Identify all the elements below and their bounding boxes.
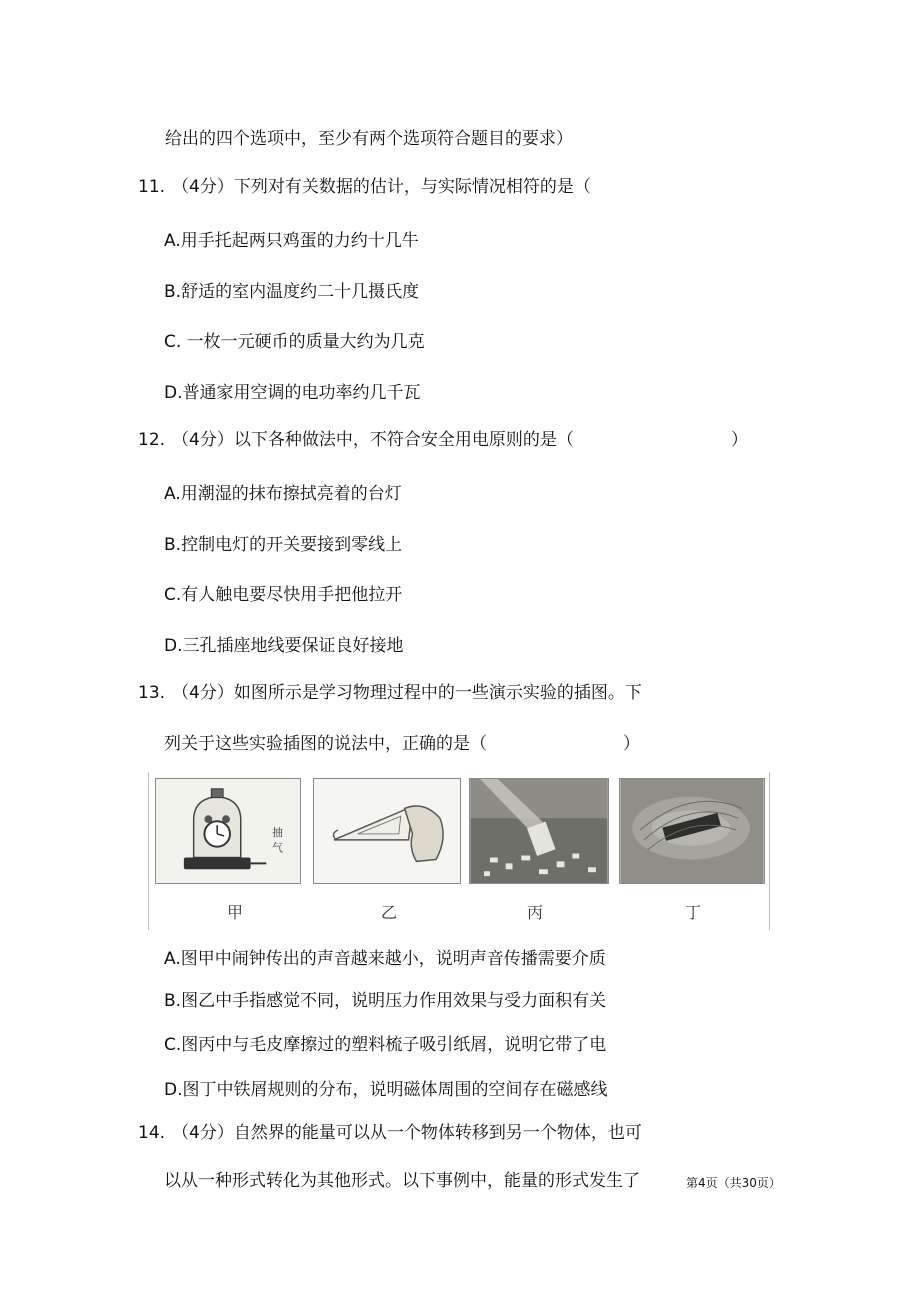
magnet-filings-illustration: [620, 779, 764, 883]
triangle-press-illustration: [314, 779, 460, 883]
bell-jar-illustration: [156, 779, 300, 883]
caption-bing: 丙: [527, 903, 544, 922]
figure-label-char: 抽: [272, 825, 283, 839]
question-number: 14.: [138, 1123, 166, 1143]
option-c: C.图丙中与毛皮摩擦过的塑料梳子吸引纸屑，说明它带了电: [164, 1035, 607, 1055]
answer-bracket-close: ）: [731, 430, 748, 450]
answer-bracket-close: ）: [623, 734, 640, 754]
question-stem: （4分）自然界的能量可以从一个物体转移到另一个物体，也可: [172, 1123, 642, 1143]
question-number: 13.: [138, 683, 166, 703]
experiment-figure: [148, 772, 770, 930]
option-d: D.普通家用空调的电功率约几千瓦: [164, 383, 421, 403]
figure-label-char: 气: [272, 841, 283, 855]
comb-paper-illustration: [470, 779, 608, 883]
figure-panel-ding: [619, 778, 765, 884]
option-b: B.控制电灯的开关要接到零线上: [164, 535, 403, 555]
caption-yi: 乙: [381, 903, 398, 922]
figure-panel-bing: [469, 778, 609, 884]
question-stem-continued: 以从一种形式转化为其他形式。以下事例中，能量的形式发生了: [164, 1171, 640, 1191]
question-stem-continued: 列关于这些实验插图的说法中，正确的是（: [164, 734, 487, 754]
question-stem: （4分）下列对有关数据的估计，与实际情况相符的是（: [172, 177, 591, 197]
option-a: A.图甲中闹钟传出的声音越来越小，说明声音传播需要介质: [164, 949, 606, 969]
page-number: 第4页（共30页）: [686, 1176, 781, 1190]
option-b: B.舒适的室内温度约二十几摄氏度: [164, 282, 420, 302]
question-stem: （4分）以下各种做法中，不符合安全用电原则的是（: [172, 430, 574, 450]
option-b: B.图乙中手指感觉不同，说明压力作用效果与受力面积有关: [164, 991, 607, 1011]
question-number: 11.: [138, 177, 166, 197]
option-c: C. 一枚一元硬币的质量大约为几克: [164, 332, 425, 352]
question-number: 12.: [138, 430, 166, 450]
instruction-text: 给出的四个选项中，至少有两个选项符合题目的要求）: [165, 129, 573, 149]
figure-panel-jia: [155, 778, 301, 884]
caption-jia: 甲: [227, 903, 244, 922]
option-a: A.用潮湿的抹布擦拭亮着的台灯: [164, 484, 402, 504]
option-a: A.用手托起两只鸡蛋的力约十几牛: [164, 231, 419, 251]
option-d: D.三孔插座地线要保证良好接地: [164, 636, 404, 656]
figure-panel-yi: [313, 778, 461, 884]
question-stem: （4分）如图所示是学习物理过程中的一些演示实验的插图。下: [172, 683, 642, 703]
option-d: D.图丁中铁屑规则的分布，说明磁体周围的空间存在磁感线: [164, 1080, 608, 1100]
option-c: C.有人触电要尽快用手把他拉开: [164, 585, 403, 605]
caption-ding: 丁: [685, 903, 702, 922]
